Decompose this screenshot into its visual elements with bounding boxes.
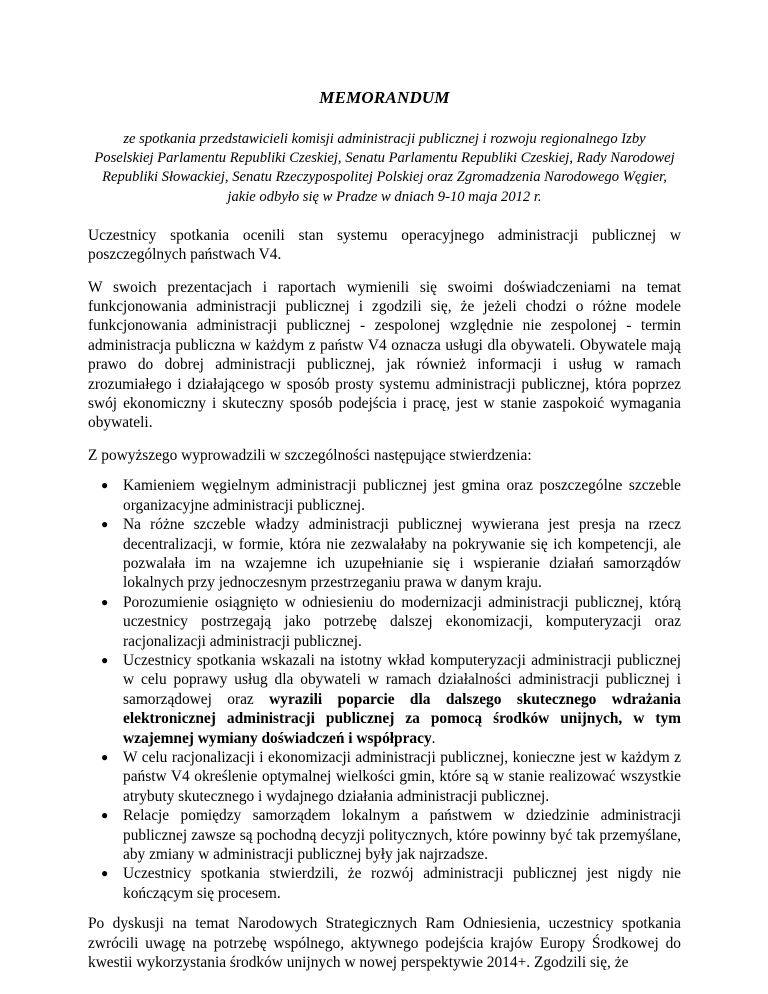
list-item	[101, 748, 681, 806]
paragraph-assessment: Uczestnicy spotkania ocenili stan systemu operacyjnego administracji publicznej w poszczególnych państwach V4.	[88, 226, 681, 264]
list-item-text: Relacje pomiędzy samorządem lokalnym a państwem w dziedzinie administracji publicznej zawsze są pochodną decyzji politycznych, które powinny być tak przemyślane, aby zmiany w administracji publicznej były jak najrzadsze.	[123, 807, 681, 863]
list-item-text: Kamieniem węgielnym administracji publicznej jest gmina oraz poszczególne szczeble organizacyjne administracji publicznej.	[123, 477, 681, 514]
paragraph-presentations: W swoich prezentacjach i raportach wymienili się swoimi doświadczeniami na temat funkcjonowania administracji publicznej i zgodzili się, że jeżeli chodzi o różne modele funkcjonowania administracji publicznej - zespolonej względnie nie zespolonej - termin administracja publiczna w każdym z państw V4 oznacza usługi dla obywateli. Obywatele mają prawo do dobrej administracji publicznej, jak również informacji i usług w ramach zrozumiałego i działającego w sposób prosty systemu administracji publicznej, która poprzez swój ekonomiczny i skuteczny sposób podejścia i pracę, jest w stanie zaspokoić wymagania obywateli.	[88, 278, 681, 432]
bullet-icon: ●	[101, 866, 109, 881]
bullet-icon: ●	[101, 594, 109, 609]
list-item-text-end: .	[431, 729, 436, 747]
bullet-icon: ●	[101, 478, 109, 493]
list-item	[101, 515, 681, 593]
findings-list	[88, 476, 681, 903]
list-item	[101, 593, 681, 651]
list-item	[101, 864, 681, 903]
document-subtitle: ze spotkania przedstawicieli komisji administracji publicznej i rozwoju regionalnego Izby Poselskiej Parlamentu Republiki Czeskiej, Senatu Parlamentu Republiki Czeskiej, Rady Narodowej Republiki Słowackiej, Senatu Rzeczypospolitej Polskiej oraz Zgromadzenia Narodowego Węgier, jakie odbyło się w Pradze w dniach 9-10 maja 2012 r.	[94, 131, 675, 205]
list-item	[101, 651, 681, 748]
bullet-icon: ●	[101, 517, 109, 532]
list-item-bold-text: wyrazili poparcie dla dalszego skutecznego wdrażania elektronicznej administracji publicznej za pomocą środków unijnych, w tym wzajemnej wymiany doświadczeń i współpracy	[123, 690, 681, 747]
list-item-text: Na różne szczeble władzy administracji publicznej wywierana jest presja na rzecz decentralizacji, w formie, która nie zezwalałaby na pokrywanie się ich kompetencji, ale pozwalała im na wzajemne ich uzupełnianie się i wspieranie działań samorządów lokalnych przy jednoczesnym przestrzeganiu prawa w danym kraju.	[123, 516, 681, 592]
list-item-text: W celu racjonalizacji i ekonomizacji administracji publicznej, konieczne jest w każdym z państw V4 określenie optymalnej wielkości gmin, które są w stanie realizować wszystkie atrybuty skutecznego i wydajnego działania administracji publicznej.	[123, 748, 681, 805]
paragraph-discussion: Po dyskusji na temat Narodowych Strategicznych Ram Odniesienia, uczestnicy spotkania zwrócili uwagę na potrzebę wspólnego, aktywnego podejścia krajów Europy Środkowej do kwestii wykorzystania środków unijnych w nowej perspektywie 2014+. Zgodzili się, że	[88, 915, 681, 972]
list-item-text: Uczestnicy spotkania stwierdzili, że rozwój administracji publicznej jest nigdy nie kończącym się procesem.	[123, 865, 681, 902]
list-item-text: Uczestnicy spotkania wskazali na istotny wkład komputeryzacji administracji publicznej w celu poprawy usług dla obywateli w ramach działalności administracji publicznej i samorządowej oraz	[123, 651, 681, 708]
paragraph-findings-intro: Z powyższego wyprowadzili w szczególności następujące stwierdzenia:	[88, 446, 532, 464]
bullet-icon: ●	[101, 652, 109, 667]
list-item-text: Porozumienie osiągnięto w odniesieniu do modernizacji administracji publicznej, którą uczestnicy postrzegają jako potrzebę dalszej ekonomizacji, komputeryzacji oraz racjonalizacji administracji publicznej.	[123, 593, 681, 650]
list-item	[101, 806, 681, 864]
bullet-icon: ●	[101, 749, 109, 764]
list-item	[101, 476, 681, 515]
bullet-icon: ●	[101, 808, 109, 823]
document-title: MEMORANDUM	[319, 88, 450, 107]
